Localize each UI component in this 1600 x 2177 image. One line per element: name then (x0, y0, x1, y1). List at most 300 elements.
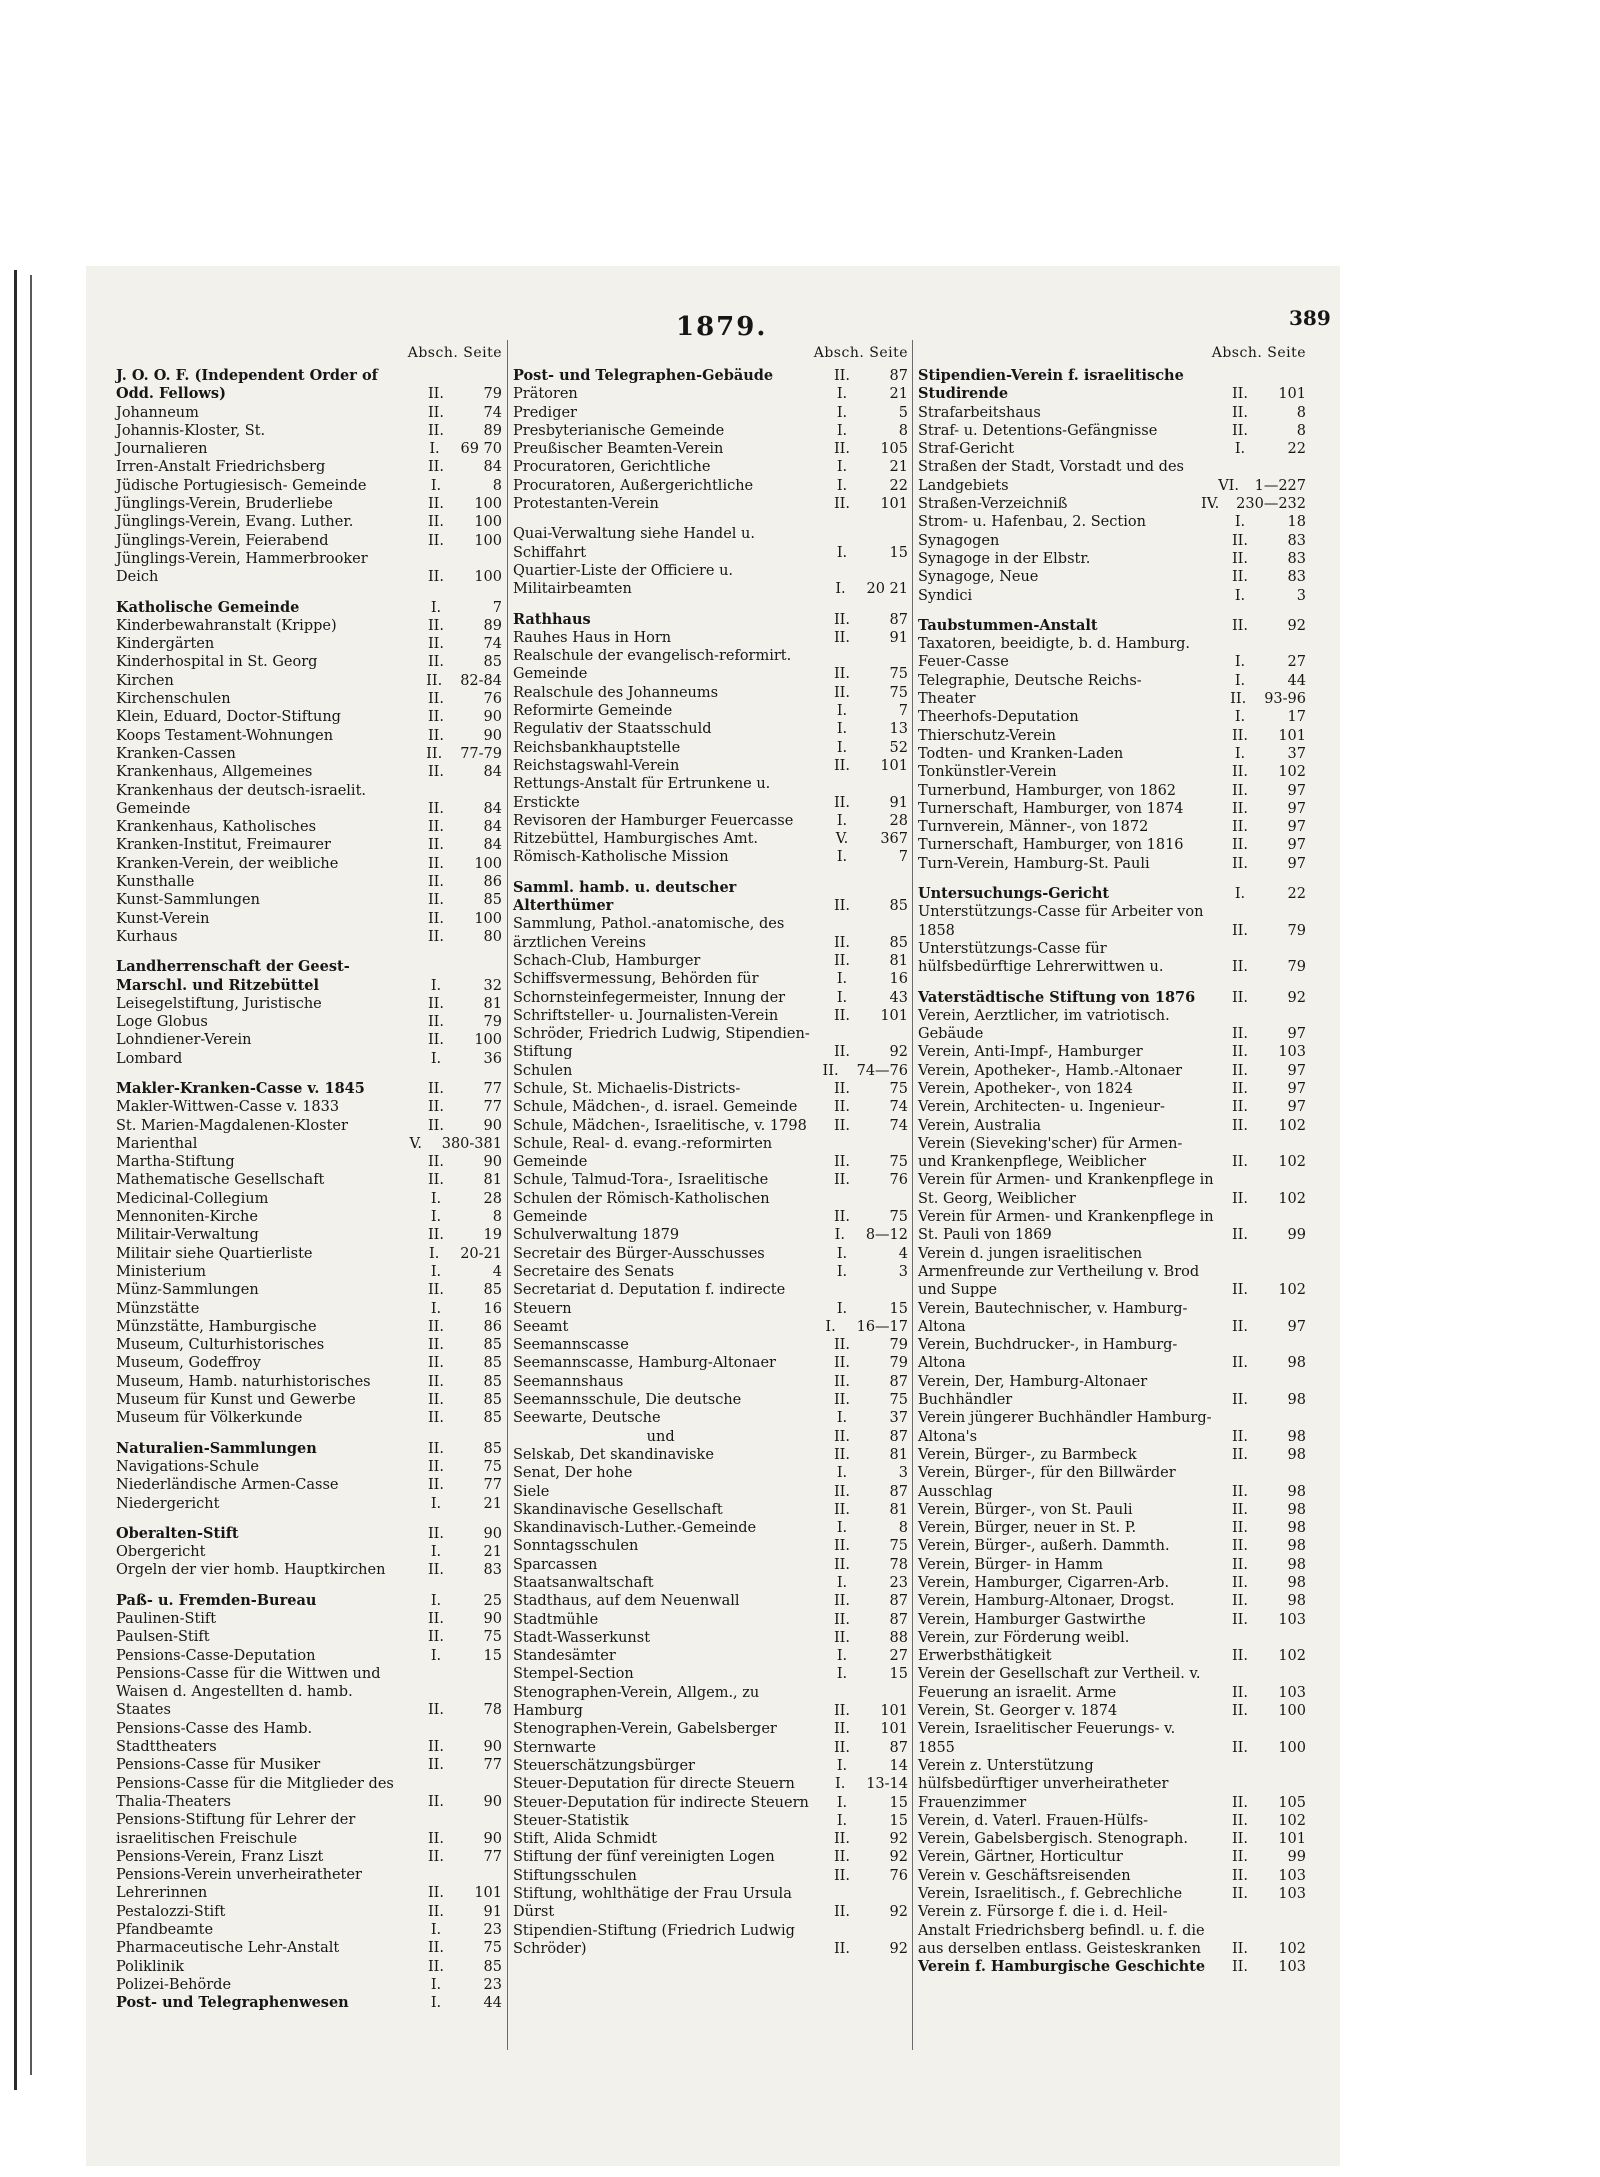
entry-name: Sparcassen (513, 1556, 598, 1573)
index-entry (513, 1867, 908, 1885)
entry-page: 77 (483, 1080, 502, 1097)
index-entry (918, 1501, 1306, 1519)
entry-page: 85 (483, 892, 502, 909)
index-entry (918, 818, 1306, 836)
index-entry (116, 1373, 502, 1391)
entry-page: 85 (483, 1392, 502, 1409)
index-entry (116, 422, 502, 440)
entry-name: Verein, Hamburger, Cigarren-Arb. (918, 1575, 1170, 1591)
index-entry (513, 458, 908, 476)
entry-section: II. (1231, 1190, 1249, 1207)
entry-name: Seemannsschule, Die deutsche (513, 1392, 742, 1409)
index-entry (513, 1318, 908, 1336)
index-entry (918, 635, 1306, 672)
entry-section: I. (836, 1648, 848, 1665)
index-entry (116, 958, 502, 995)
index-entry (513, 404, 908, 422)
entry-name: Kunst-Verein (116, 910, 210, 927)
page-number: 389 (1289, 306, 1331, 330)
entry-page: 103 (1278, 1886, 1306, 1903)
index-entry (918, 1007, 1306, 1044)
index-entry (116, 1610, 502, 1628)
entry-name: Makler-Kranken-Casse v. 1845 (116, 1079, 365, 1097)
index-entry (116, 1543, 502, 1561)
entry-section: II. (1231, 1648, 1249, 1665)
entry-name: Paulinen-Stift (116, 1611, 217, 1627)
entry-section: II. (1231, 1117, 1249, 1134)
entry-page: 92 (1287, 617, 1306, 634)
entry-section: II. (1231, 1080, 1249, 1097)
entry-page: 97 (1287, 782, 1306, 799)
entry-section: II. (427, 1373, 445, 1390)
entry-page: 15 (483, 1647, 502, 1664)
entry-section: II. (833, 1209, 851, 1226)
entry-section: II. (1231, 404, 1249, 421)
entry-section: II. (427, 819, 445, 836)
entry-page: 103 (1278, 1044, 1306, 1061)
entry-section: II. (833, 684, 851, 701)
entry-page: 79 (889, 1337, 908, 1354)
entry-page: 18 (1287, 514, 1306, 531)
entry-name: Seemannscasse (513, 1337, 629, 1354)
entry-section: I. (836, 739, 848, 756)
entry-section: II. (1231, 764, 1249, 781)
entry-name: Turnerbund, Hamburger, von 1862 (918, 782, 1177, 799)
index-entry (116, 1050, 502, 1068)
entry-section: II. (427, 764, 445, 781)
entry-section: II. (833, 1556, 851, 1573)
entry-section: II. (1231, 386, 1249, 403)
index-entry (513, 1135, 908, 1172)
entry-page: 101 (880, 757, 908, 774)
entry-name: Verein d. jungen israelitischen Armenfreunde zur Vertheilung v. Brod und Suppe (918, 1245, 1204, 1299)
index-entry (513, 739, 908, 757)
entry-section: II. (833, 1739, 851, 1756)
index-entry (513, 1812, 908, 1830)
entry-section: II. (833, 1483, 851, 1500)
index-entry (513, 989, 908, 1007)
entry-name: Krankenhaus, Katholisches (116, 819, 317, 836)
entry-name: Rauhes Haus in Horn (513, 629, 672, 646)
entry-section: I. (836, 544, 848, 561)
entry-section: II. (427, 691, 445, 708)
entry-page: 21 (889, 459, 908, 476)
index-entry (116, 440, 502, 458)
entry-section: II. (1231, 1959, 1249, 1976)
entry-name: Verein der Gesellschaft zur Vertheil. v. Feuerung an israelit. Arme (918, 1666, 1206, 1701)
entry-section: I. (430, 1190, 442, 1207)
entry-name: Todten- und Kranken-Laden (918, 745, 1124, 762)
index-entry (116, 1976, 502, 1994)
index-entry (918, 568, 1306, 586)
entry-section: I. (430, 1050, 442, 1067)
entry-page: 84 (483, 800, 502, 817)
entry-page: 19 (483, 1227, 502, 1244)
entry-section: II. (1231, 1318, 1249, 1335)
entry-section: I. (836, 849, 848, 866)
entry-section: II. (833, 1099, 851, 1116)
entry-page: 90 (483, 709, 502, 726)
index-entry (918, 1464, 1306, 1501)
entry-page: 98 (1287, 1520, 1306, 1537)
entry-page: 102 (1278, 1117, 1306, 1134)
entry-page: 75 (889, 666, 908, 683)
index-entry (918, 836, 1306, 854)
entry-name: Jünglings-Verein, Evang. Luther. (116, 514, 354, 531)
entry-section: I. (1234, 886, 1246, 903)
index-entry (918, 1848, 1306, 1866)
entry-section: II. (1231, 1593, 1249, 1610)
entry-name: Ministerium (116, 1263, 206, 1280)
entry-page: 102 (1278, 1812, 1306, 1829)
entry-page: 100 (474, 514, 502, 531)
entry-name: Verein für Armen- und Krankenpflege in St. Pauli von 1869 (918, 1209, 1219, 1244)
index-entry (918, 1080, 1306, 1098)
entry-name: Staatsanwaltschaft (513, 1575, 654, 1591)
entry-page: 98 (1287, 1538, 1306, 1555)
index-entry (918, 532, 1306, 550)
entry-page: 84 (483, 819, 502, 836)
entry-page: 22 (1287, 441, 1306, 458)
index-entry (116, 1281, 502, 1299)
entry-section: II. (427, 386, 445, 403)
entry-section: II. (1231, 837, 1249, 854)
entry-name: Verein, Bautechnischer, v. Hamburg-Altona (918, 1300, 1188, 1335)
index-entry (513, 1775, 908, 1793)
index-entry (918, 422, 1306, 440)
entry-page: 15 (889, 1666, 908, 1683)
index-entry (513, 495, 908, 513)
entry-section: I. (836, 1245, 848, 1262)
entry-section: II. (833, 1154, 851, 1171)
index-entry (918, 513, 1306, 531)
entry-name: Revisoren der Hamburger Feuercasse (513, 812, 794, 829)
index-entry (918, 1903, 1306, 1958)
entry-name: Turnverein, Männer-, von 1872 (918, 819, 1149, 836)
index-entry (918, 1720, 1306, 1757)
entry-page: 21 (889, 386, 908, 403)
entry-page: 16 (889, 971, 908, 988)
entry-name: Sammlung, Pathol.-anatomische, des ärztlichen Vereins (513, 916, 789, 951)
entry-section: II. (833, 1703, 851, 1720)
index-entry (918, 1629, 1306, 1666)
entry-page: 98 (1287, 1392, 1306, 1409)
entry-name: Journalieren (116, 441, 208, 458)
entry-section: II. (822, 1062, 839, 1079)
entry-section: I. (430, 1592, 442, 1609)
entry-name: Obergericht (116, 1544, 206, 1561)
entry-name: Loge Globus (116, 1014, 208, 1031)
entry-section: II. (427, 1355, 445, 1372)
entry-section: II. (427, 1227, 445, 1244)
entry-page: 85 (889, 934, 908, 951)
entry-page: 90 (483, 1611, 502, 1627)
index-entry (513, 1757, 908, 1775)
entry-page: 100 (474, 496, 502, 513)
entry-page: 77 (483, 1848, 502, 1865)
entry-name: Quai-Verwaltung siehe Handel u. Schiffahrt (513, 526, 760, 561)
entry-page: 80 (483, 928, 502, 945)
index-entry (116, 1756, 502, 1774)
entry-page: 75 (889, 1538, 908, 1555)
index-entry (116, 1866, 502, 1903)
entry-name: Lombard (116, 1050, 183, 1067)
entry-name: Verein, d. Vaterl. Frauen-Hülfs- (918, 1812, 1149, 1829)
entry-page: 27 (1287, 654, 1306, 671)
entry-section: II. (427, 514, 445, 531)
index-entry (918, 940, 1306, 977)
index-column-3 (918, 345, 1306, 1977)
entry-section: II. (833, 934, 851, 951)
entry-name: Pensions-Verein unverheiratheter Lehrerinnen (116, 1867, 367, 1902)
entry-section: I. (1234, 709, 1246, 726)
entry-section: II. (1231, 959, 1249, 976)
entry-page: 76 (889, 1867, 908, 1884)
index-entry (918, 800, 1306, 818)
entry-page: 103 (1278, 1959, 1306, 1976)
entry-section: II. (1231, 1501, 1249, 1518)
entry-page: 85 (889, 898, 908, 915)
entry-page: 99 (1287, 1227, 1306, 1244)
index-entry (918, 404, 1306, 422)
entry-name: Quartier-Liste der Officiere u. Militairbeamten (513, 562, 738, 598)
entry-name: Krankenhaus der deutsch-israelit. Gemeinde (116, 782, 371, 817)
entry-page: 85 (483, 1958, 502, 1975)
index-entry (116, 1318, 502, 1336)
entry-name: Militair siehe Quartierliste (116, 1245, 313, 1262)
index-entry (116, 1903, 502, 1921)
entry-section: II. (1231, 1794, 1249, 1811)
entry-section: II. (833, 611, 851, 628)
entry-name: Schornsteinfegermeister, Innung der (513, 989, 786, 1006)
index-entry (116, 1458, 502, 1476)
entry-section: II. (1231, 855, 1249, 872)
entry-page: 101 (880, 1703, 908, 1720)
entry-section: I. (836, 1666, 848, 1683)
index-entry (918, 1537, 1306, 1555)
entry-name: Verein, zur Förderung weibl. Erwerbsthätigkeit (918, 1629, 1135, 1665)
entry-section: II. (833, 1629, 851, 1646)
entry-name: Schach-Club, Hamburger (513, 952, 701, 969)
entry-section: I. (430, 1209, 442, 1226)
index-entry (513, 1354, 908, 1372)
index-entry (918, 1592, 1306, 1610)
entry-name: Martha-Stiftung (116, 1154, 235, 1171)
entry-page: 101 (1278, 1831, 1306, 1848)
entry-section: II. (427, 874, 445, 891)
index-entry (116, 708, 502, 726)
index-entry (918, 1574, 1306, 1592)
entry-section: II. (427, 422, 445, 439)
entry-page: 100 (1278, 1703, 1306, 1720)
entry-section: II. (427, 1739, 445, 1756)
entry-page: 83 (1287, 550, 1306, 567)
index-entry (918, 587, 1306, 605)
entry-name: Verein, Anti-Impf-, Hamburger (918, 1044, 1143, 1061)
entry-name: Turnerschaft, Hamburger, von 1816 (918, 837, 1184, 854)
index-entry (918, 1117, 1306, 1135)
index-entry (918, 989, 1306, 1007)
entry-section: II. (427, 1080, 445, 1097)
entry-name: Schule, Real- d. evang.-reformirten Gemeinde (513, 1135, 777, 1171)
entry-name: Sternwarte (513, 1739, 597, 1756)
entry-section: II. (427, 1848, 445, 1865)
index-entry (513, 775, 908, 812)
entry-page: 92 (889, 1849, 908, 1866)
entry-name: Siele (513, 1483, 550, 1500)
entry-name: Museum, Godeffroy (116, 1355, 261, 1372)
entry-section: II. (1231, 922, 1249, 939)
entry-section: II. (427, 1702, 445, 1719)
entry-name: Straf-Gericht (918, 441, 1015, 458)
entry-section: I. (1234, 441, 1246, 458)
entry-name: Steuer-Deputation für directe Steuern (513, 1776, 795, 1793)
entry-page: 81 (483, 995, 502, 1012)
entry-name: Pfandbeamte (116, 1922, 214, 1939)
entry-name: Taxatoren, beeidigte, b. d. Hamburg. Feuer-Casse (918, 636, 1195, 671)
entry-name: Mennoniten-Kirche (116, 1209, 258, 1226)
entry-name: Protestanten-Verein (513, 496, 659, 513)
entry-page: 105 (880, 441, 908, 458)
entry-name: Pensions-Verein, Franz Liszt (116, 1848, 324, 1865)
entry-name: Synagogen (918, 532, 1000, 549)
entry-page: 21 (483, 1544, 502, 1561)
entry-page: 44 (483, 1995, 502, 2012)
entry-name: Pensions-Casse für die Wittwen und Waisen d. Angestellten d. hamb. Staates (116, 1665, 386, 1719)
entry-page: 100 (1278, 1739, 1306, 1756)
entry-page: 101 (474, 1885, 502, 1902)
entry-name: Telegraphie, Deutsche Reichs- (918, 672, 1142, 689)
entry-name: Reichstagswahl-Verein (513, 757, 680, 774)
entry-page: 100 (474, 569, 502, 586)
entry-page: 85 (483, 654, 502, 671)
entry-section: II. (833, 1080, 851, 1097)
entry-section: II. (833, 1373, 851, 1390)
entry-page: 3 (898, 1263, 908, 1280)
entry-page: 100 (474, 1032, 502, 1049)
entry-page: 91 (889, 629, 908, 646)
index-entry (918, 440, 1306, 458)
index-entry (513, 1537, 908, 1555)
index-entry (513, 1446, 908, 1464)
entry-section: II. (427, 892, 445, 909)
entry-name: Schröder, Friedrich Ludwig, Stipendien-Stiftung (513, 1026, 810, 1061)
entry-name: Verein, Australia (918, 1117, 1042, 1134)
entry-name: Verein z. Fürsorge f. die i. d. Heil-Anstalt Friedrichsberg befindl. u. f. die aus derselben entlass. Geisteskranken (918, 1904, 1210, 1957)
entry-page: 74 (889, 1117, 908, 1134)
entry-section: II. (427, 1611, 445, 1627)
entry-section: I. (430, 477, 442, 494)
entry-name: Rathhaus (513, 610, 591, 628)
index-entry (513, 647, 908, 684)
entry-page: 89 (483, 617, 502, 634)
entry-page: 90 (483, 1117, 502, 1134)
entry-section: I. (836, 459, 848, 476)
index-entry (918, 903, 1306, 940)
entry-section: II. (1231, 1940, 1249, 1957)
entry-page: 3 (1296, 587, 1306, 604)
entry-name: Stenographen-Verein, Gabelsberger (513, 1721, 777, 1738)
index-entry (116, 690, 502, 708)
index-entry (918, 550, 1306, 568)
index-entry (918, 1446, 1306, 1464)
entry-name: Verein, Buchdrucker-, in Hamburg-Altona (918, 1337, 1178, 1372)
index-entry (513, 562, 908, 599)
entry-section: II. (427, 1958, 445, 1975)
entry-section: II. (1231, 819, 1249, 836)
index-entry (116, 1153, 502, 1171)
entry-section: II. (427, 995, 445, 1012)
entry-section: II. (833, 794, 851, 811)
entry-page: 7 (898, 849, 908, 866)
entry-section: II. (833, 1355, 851, 1372)
entry-name: Stipendien-Verein f. israelitische Studirende (918, 367, 1189, 403)
entry-section: II. (427, 1392, 445, 1409)
entry-page: 75 (889, 1392, 908, 1409)
entry-name: Reichsbankhauptstelle (513, 739, 681, 756)
entry-name: Verein, Apotheker-, Hamb.-Altonaer (918, 1062, 1183, 1079)
entry-page: 91 (483, 1903, 502, 1920)
entry-page: 76 (483, 691, 502, 708)
entry-page: 74—76 (856, 1062, 908, 1079)
entry-name: Vaterstädtische Stiftung von 1876 (918, 988, 1196, 1006)
entry-page: 76 (889, 1172, 908, 1189)
entry-section: II. (833, 1007, 851, 1024)
entry-page: 97 (1287, 800, 1306, 817)
entry-name: Verein, Israelitisch., f. Gebrechliche (918, 1886, 1183, 1903)
entry-page: 4 (492, 1263, 502, 1280)
entry-name: Schulen (513, 1062, 573, 1079)
entry-name: Pensions-Casse-Deputation (116, 1647, 316, 1664)
index-entry (513, 1848, 908, 1866)
entry-page: 230—232 (1236, 496, 1306, 513)
entry-page: 100 (474, 532, 502, 549)
entry-page: 77 (483, 1757, 502, 1774)
entry-section: I. (430, 1495, 442, 1512)
entry-name: Verein, Gärtner, Horticultur (918, 1849, 1123, 1866)
index-entry (116, 599, 502, 617)
entry-name: Untersuchungs-Gericht (918, 885, 1110, 903)
index-entry (116, 1525, 502, 1543)
entry-name: Verein f. Hamburgische Geschichte (918, 1958, 1206, 1976)
entry-section: II. (833, 1940, 851, 1957)
entry-name: Ritzebüttel, Hamburgisches Amt. (513, 831, 759, 848)
entry-name: Turnerschaft, Hamburger, von 1874 (918, 800, 1184, 817)
entry-page: 74 (483, 404, 502, 421)
index-entry (918, 855, 1306, 873)
index-entry (513, 1684, 908, 1721)
entry-name: St. Marien-Magdalenen-Kloster (116, 1117, 348, 1134)
entry-section: II. (833, 629, 851, 646)
entry-section: II. (427, 727, 445, 744)
entry-page: 85 (483, 1440, 502, 1457)
entry-name: und (513, 1428, 675, 1445)
binding-line (30, 275, 32, 2075)
index-entry (513, 1117, 908, 1135)
entry-page: 77 (483, 1477, 502, 1494)
column-header: Absch. Seite (407, 345, 502, 361)
entry-page: 15 (889, 1812, 908, 1829)
entry-page: 36 (483, 1050, 502, 1067)
entry-page: 101 (880, 1721, 908, 1738)
index-entry (513, 1665, 908, 1683)
entry-section: II. (427, 1318, 445, 1335)
entry-page: 100 (474, 855, 502, 872)
index-entry (918, 708, 1306, 726)
entry-section: II. (427, 1014, 445, 1031)
entry-section: II. (427, 1562, 445, 1579)
index-entry (918, 1519, 1306, 1537)
